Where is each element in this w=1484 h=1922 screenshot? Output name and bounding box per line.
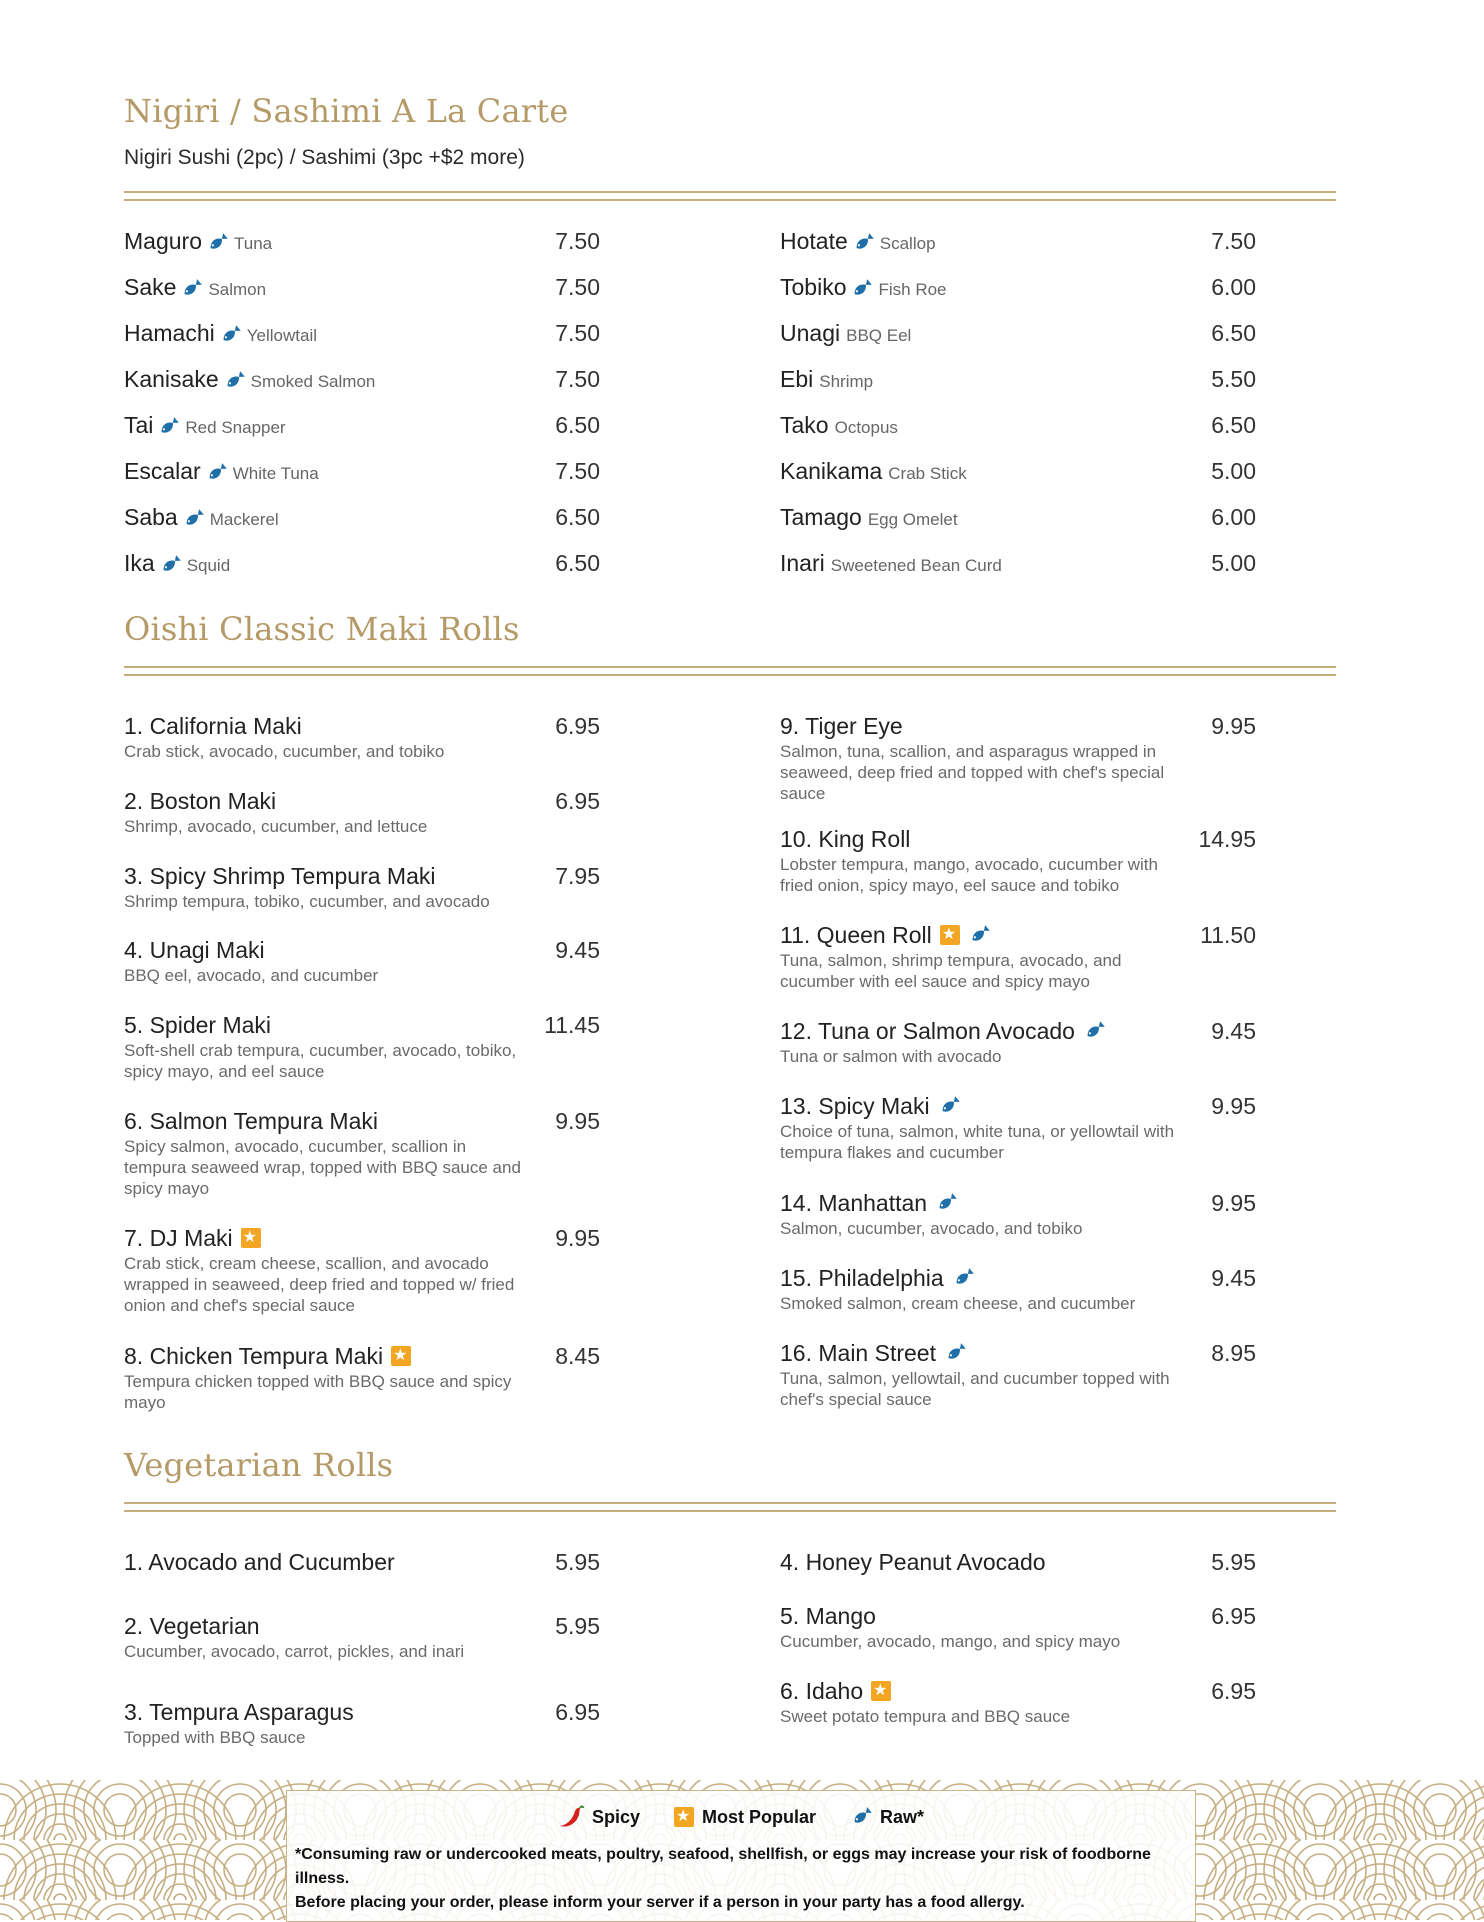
item-description: Sweet potato tempura and BBQ sauce [780,1707,1071,1726]
allergy-note [295,1843,1191,1915]
nigiri-item-name: Saba [124,504,178,530]
item-description: Smoked salmon, cream cheese, and cucumber [780,1294,1136,1313]
nigiri-item-name: Unagi [780,320,841,346]
nigiri-item-name: Tai [124,412,154,438]
nigiri-item-name: Inari [780,550,825,576]
item-price: 6.95 [555,713,600,739]
fish-icon [850,1806,872,1828]
nigiri-item-price: 7.50 [555,458,600,484]
item-price: 9.95 [555,1108,600,1134]
nigiri-item-price: 6.50 [555,412,600,438]
item-description: Cucumber, avocado, mango, and spicy mayo [780,1632,1121,1651]
nigiri-item-english: Yellowtail [246,326,318,345]
nigiri-item-english: Red Snapper [185,418,286,437]
nigiri-item-english: Sweetened Bean Curd [830,556,1002,575]
fish-icon [1083,1020,1105,1042]
star-icon [871,1681,891,1701]
item-name: 3. Spicy Shrimp Tempura Maki [124,862,436,889]
legend-raw [850,1805,924,1829]
nigiri-item [780,504,958,534]
item-price: 14.95 [1198,826,1256,852]
item-description: Topped with BBQ sauce [124,1728,306,1747]
maki-item [124,1341,684,1413]
nigiri-item [124,366,375,396]
item-price: 6.95 [1211,1603,1256,1629]
nigiri-item [780,228,936,258]
maki-item [124,1106,684,1199]
nigiri-item [124,504,279,534]
item-name: 5. Spider Maki [124,1011,272,1038]
star-icon [940,925,960,945]
nigiri-item [124,228,272,258]
nigiri-item-price: 6.50 [1211,412,1256,438]
item-price: 9.95 [1211,1093,1256,1119]
item-name: 9. Tiger Eye [780,712,903,739]
fish-icon [935,1192,957,1214]
item-description: Crab stick, cream cheese, scallion, and avocado wrapped in seaweed, deep fried and topped w/ fried onion and chef's special sauce [124,1254,515,1315]
fish-icon [944,1342,966,1364]
nigiri-item-price: 7.50 [555,366,600,392]
nigiri-item-price: 6.00 [1211,504,1256,530]
item-price: 11.50 [1200,922,1256,948]
item-description: Soft-shell crab tempura, cucumber, avocado, tobiko, spicy mayo, and eel sauce [124,1041,517,1081]
maki-item [780,1338,1340,1410]
nigiri-item-name: Escalar [124,458,201,484]
nigiri-item-name: Ebi [780,366,814,392]
nigiri-item-name: Tobiko [780,274,847,300]
veg-item [780,1676,1340,1727]
veg-item [124,1697,684,1748]
fish-icon [205,462,227,484]
item-description: Salmon, cucumber, avocado, and tobiko [780,1219,1083,1238]
nigiri-item-english: Crab Stick [888,464,967,483]
nigiri-item-price: 6.50 [555,550,600,576]
nigiri-item-name: Sake [124,274,177,300]
fish-icon [968,924,990,946]
nigiri-item [124,412,286,442]
item-name: 16. Main Street [780,1339,936,1366]
nigiri-item-name: Hamachi [124,320,215,346]
allergy-note-line2: Before placing your order, please inform your server if a person in your party has a food allergy. [295,1894,1025,1911]
nigiri-item [124,274,266,304]
nigiri-item [780,458,967,488]
item-price: 9.45 [555,937,600,963]
maki-item [780,1263,1340,1314]
chili-pepper-icon [558,1805,584,1829]
item-description: Shrimp, avocado, cucumber, and lettuce [124,817,428,836]
fish-icon [852,232,874,254]
nigiri-title: Nigiri / Sashimi A La Carte [124,92,569,130]
item-price: 9.95 [1211,713,1256,739]
item-name: 4. Unagi Maki [124,936,265,963]
item-name: 7. DJ Maki [124,1224,233,1251]
nigiri-item-english: Octopus [834,418,898,437]
maki-item [780,1016,1340,1067]
star-icon [241,1228,261,1248]
item-price: 9.45 [1211,1265,1256,1291]
nigiri-item-name: Kanikama [780,458,883,484]
item-price: 5.95 [555,1613,600,1639]
nigiri-item-name: Kanisake [124,366,219,392]
nigiri-item-price: 7.50 [555,274,600,300]
fish-icon [850,278,872,300]
nigiri-item-english: Fish Roe [878,280,947,299]
nigiri-item [124,320,317,350]
nigiri-item-price: 7.50 [555,320,600,346]
fish-icon [952,1267,974,1289]
maki-item [780,1091,1340,1163]
maki-item [124,861,684,912]
item-description: Crab stick, avocado, cucumber, and tobiko [124,742,445,761]
item-name: 10. King Roll [780,825,911,852]
nigiri-item-price: 7.50 [1211,228,1256,254]
item-price: 11.45 [544,1012,600,1038]
nigiri-item-english: BBQ Eel [846,326,912,345]
item-description: Shrimp tempura, tobiko, cucumber, and avocado [124,892,490,911]
item-price: 6.95 [555,788,600,814]
nigiri-item-name: Tamago [780,504,862,530]
nigiri-item [124,550,230,580]
veg-item [780,1601,1340,1652]
veg-item [124,1611,684,1662]
nigiri-item [124,458,319,488]
item-name: 1. California Maki [124,712,302,739]
item-price: 5.95 [1211,1549,1256,1575]
nigiri-subtitle: Nigiri Sushi (2pc) / Sashimi (3pc +$2 more) [124,146,525,169]
item-name: 2. Vegetarian [124,1612,260,1639]
nigiri-divider [124,191,1336,201]
veg-item [124,1547,684,1577]
nigiri-item-price: 5.50 [1211,366,1256,392]
item-price: 8.45 [555,1343,600,1369]
nigiri-item-name: Ika [124,550,155,576]
item-name: 15. Philadelphia [780,1264,944,1291]
nigiri-item [780,366,873,396]
nigiri-item [780,320,911,350]
item-name: 1. Avocado and Cucumber [124,1548,395,1575]
legend-raw-label: Raw* [880,1806,925,1827]
item-name: 2. Boston Maki [124,787,277,814]
nigiri-item-price: 6.50 [555,504,600,530]
item-description: Tuna or salmon with avocado [780,1047,1002,1066]
item-description: Cucumber, avocado, carrot, pickles, and inari [124,1642,465,1661]
item-description: Lobster tempura, mango, avocado, cucumber with fried onion, spicy mayo, eel sauce and tobiko [780,855,1158,895]
legend-spicy-label: Spicy [591,1806,640,1827]
nigiri-item-price: 6.00 [1211,274,1256,300]
item-name: 6. Salmon Tempura Maki [124,1107,378,1134]
nigiri-item-price: 5.00 [1211,458,1256,484]
veg-title: Vegetarian Rolls [124,1446,394,1484]
nigiri-item [780,550,1002,580]
nigiri-item-name: Maguro [124,228,202,254]
nigiri-item-name: Hotate [780,228,848,254]
maki-item [780,920,1340,992]
item-description: Tuna, salmon, shrimp tempura, avocado, and cucumber with eel sauce and spicy mayo [780,951,1122,991]
maki-item [780,711,1340,804]
star-icon [674,1807,694,1827]
item-price: 6.95 [555,1699,600,1725]
nigiri-item-english: Squid [186,556,231,575]
nigiri-item-price: 5.00 [1211,550,1256,576]
item-price: 7.95 [555,863,600,889]
item-name: 3. Tempura Asparagus [124,1698,354,1725]
legend-popular-label: Most Popular [702,1806,817,1827]
item-price: 5.95 [555,1549,600,1575]
veg-item [780,1547,1340,1577]
nigiri-item-english: Shrimp [819,372,874,391]
nigiri-item-english: Mackerel [209,510,279,529]
item-description: Salmon, tuna, scallion, and asparagus wrapped in seaweed, deep fried and topped with chef's special sauce [780,742,1165,803]
maki-divider [124,666,1336,676]
maki-item [124,935,684,986]
nigiri-item-price: 7.50 [555,228,600,254]
maki-item [124,1010,684,1082]
nigiri-item-english: Egg Omelet [867,510,958,529]
item-price: 9.45 [1211,1018,1256,1044]
item-price: 9.95 [555,1225,600,1251]
nigiri-item-english: Salmon [208,280,267,299]
item-price: 9.95 [1211,1190,1256,1216]
veg-divider [124,1502,1336,1512]
fish-icon [206,232,228,254]
item-name: 13. Spicy Maki [780,1092,930,1119]
maki-item [780,824,1340,896]
legend-row [287,1805,1195,1829]
fish-icon [159,554,181,576]
item-description: Choice of tuna, salmon, white tuna, or yellowtail with tempura flakes and cucumber [780,1122,1175,1162]
maki-item [124,786,684,837]
allergy-note-line1: *Consuming raw or undercooked meats, poultry, seafood, shellfish, or eggs may increase your risk of foodborne illness. [295,1846,1151,1887]
fish-icon [180,278,202,300]
item-name: 6. Idaho [780,1677,864,1704]
fish-icon [182,508,204,530]
item-name: 12. Tuna or Salmon Avocado [780,1017,1075,1044]
star-icon [391,1346,411,1366]
item-name: 4. Honey Peanut Avocado [780,1548,1046,1575]
legend-spicy [558,1805,640,1829]
nigiri-item [780,412,898,442]
maki-item [124,1223,684,1316]
item-name: 14. Manhattan [780,1189,928,1216]
item-price: 6.95 [1211,1678,1256,1704]
item-name: 8. Chicken Tempura Maki [124,1342,384,1369]
item-description: Tuna, salmon, yellowtail, and cucumber topped with chef's special sauce [780,1369,1170,1409]
item-price: 8.95 [1211,1340,1256,1366]
fish-icon [223,370,245,392]
nigiri-item-english: Tuna [233,234,273,253]
nigiri-item [780,274,947,304]
item-name: 11. Queen Roll [780,921,932,948]
legend-box [286,1790,1196,1922]
fish-icon [157,416,179,438]
nigiri-item-price: 6.50 [1211,320,1256,346]
nigiri-item-english: White Tuna [232,464,319,483]
legend-popular [674,1805,816,1829]
fish-icon [938,1095,960,1117]
nigiri-item-english: Smoked Salmon [250,372,376,391]
maki-item [124,711,684,762]
item-description: Tempura chicken topped with BBQ sauce and spicy mayo [124,1372,512,1412]
item-description: BBQ eel, avocado, and cucumber [124,966,379,985]
maki-item [780,1188,1340,1239]
maki-title: Oishi Classic Maki Rolls [124,610,520,648]
nigiri-item-english: Scallop [879,234,936,253]
item-name: 5. Mango [780,1602,876,1629]
nigiri-item-name: Tako [780,412,829,438]
item-description: Spicy salmon, avocado, cucumber, scallion in tempura seaweed wrap, topped with BBQ sauce and spicy mayo [124,1137,521,1198]
fish-icon [219,324,241,346]
